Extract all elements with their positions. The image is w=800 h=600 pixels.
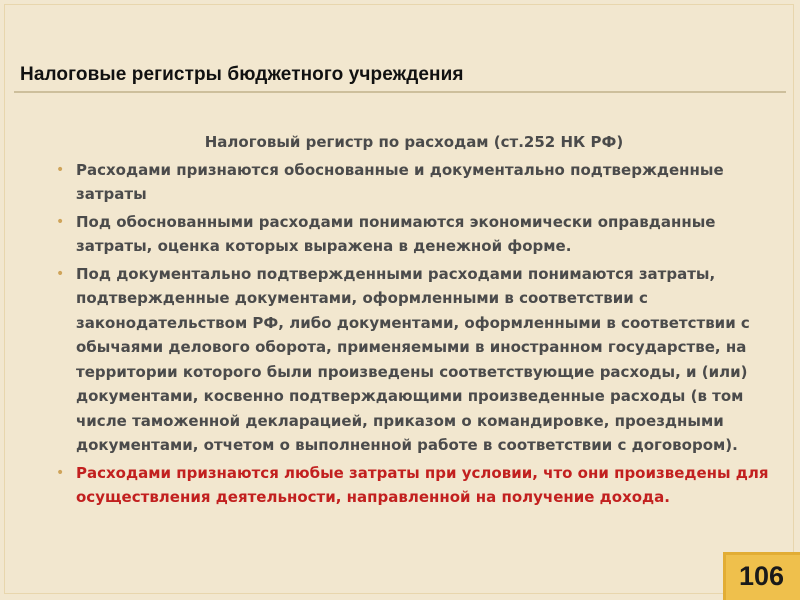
bullet-item — [56, 210, 776, 259]
bullet-text: Под документально подтвержденными расходами понимаются затраты, подтвержденные документами, оформленными в соответствии с законодательством РФ, либо документами, оформленными в соответствии с обычаями делового оборота, применяемыми в иностранном государстве, на территории которого были произведены соответствующие расходы, и (или) документами, косвенно подтверждающими произведенные расходы (в том числе таможенной декларацией, приказом о командировке, проездными документами, отчетом о выполненной работе в соответствии с договором). — [76, 264, 750, 454]
bullet-dot-icon: • — [56, 213, 65, 230]
slide-content — [56, 130, 776, 510]
bullet-text: Расходами признаются любые затраты при условии, что они произведены для осуществления деятельности, направленной на получение дохода. — [76, 463, 769, 506]
bullet-dot-icon: • — [56, 161, 65, 178]
title-divider — [14, 91, 786, 93]
bullet-text: Расходами признаются обоснованные и документально подтвержденные затраты — [76, 160, 724, 203]
section-subheading: Налоговый регистр по расходам (ст.252 НК РФ) — [204, 133, 624, 151]
bullet-dot-icon: • — [56, 265, 65, 282]
bullet-list — [56, 158, 776, 510]
bullet-item — [56, 158, 776, 207]
page-number: 106 — [738, 560, 785, 591]
slide-title: Налоговые регистры бюджетного учреждения — [20, 64, 464, 85]
bullet-item-highlighted — [56, 461, 776, 510]
page-number-badge — [723, 552, 800, 600]
bullet-dot-icon: • — [56, 464, 65, 481]
bullet-item — [56, 262, 776, 458]
bullet-text: Под обоснованными расходами понимаются экономически оправданные затраты, оценка которых выражена в денежной форме. — [76, 212, 716, 255]
